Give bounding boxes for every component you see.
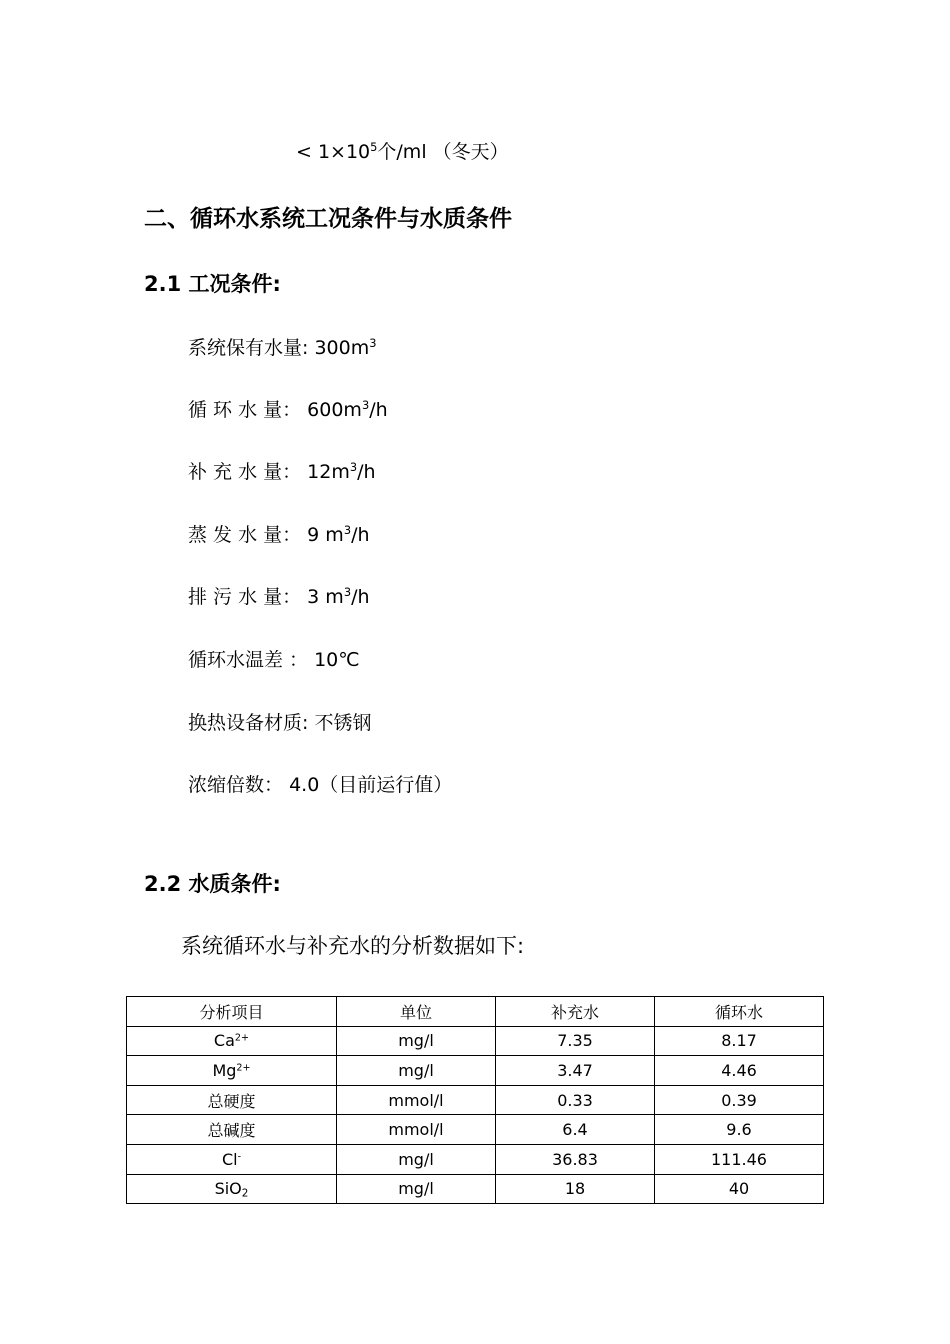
condition-evaporation-flow <box>188 520 370 547</box>
item-name: 总碱度 <box>207 1121 256 1141</box>
cell-item <box>127 1174 337 1204</box>
cell-item <box>127 1026 337 1056</box>
header-analysis-item: 分析项目 <box>127 997 337 1027</box>
cell-item <box>127 1085 337 1115</box>
condition-makeup-flow <box>188 457 376 484</box>
condition-unit: /h <box>357 461 376 483</box>
item-sup: 2+ <box>236 1062 251 1074</box>
cell-makeup: 6.4 <box>496 1115 655 1145</box>
cell-makeup: 3.47 <box>496 1056 655 1086</box>
header-unit: 单位 <box>337 997 496 1027</box>
condition-value: 不锈钢 <box>314 712 372 734</box>
section-title: 二、循环水系统工况条件与水质条件 <box>144 206 512 232</box>
cell-item <box>127 1115 337 1145</box>
condition-concentration-ratio <box>188 770 452 797</box>
header-circulating-water: 循环水 <box>655 997 824 1027</box>
condition-sup: 3 <box>343 585 352 600</box>
cell-unit: mmol/l <box>337 1085 496 1115</box>
table-row <box>127 1085 824 1115</box>
condition-unit: /h <box>351 524 370 546</box>
table-row <box>127 1056 824 1086</box>
cell-item <box>127 1056 337 1086</box>
condition-value: 10℃ <box>314 649 360 671</box>
cell-item <box>127 1144 337 1174</box>
condition-sup: 3 <box>361 398 370 413</box>
condition-unit: /h <box>351 586 370 608</box>
table-row <box>127 1026 824 1056</box>
cell-makeup: 18 <box>496 1174 655 1204</box>
condition-sup: 3 <box>349 460 358 475</box>
condition-value: 4.0（目前运行值） <box>289 774 453 796</box>
condition-label: 循 环 水 量： <box>188 399 302 421</box>
condition-label: 循环水温差 ： <box>188 649 309 671</box>
subsection-title-operating-conditions: 2.1 工况条件: <box>144 272 281 296</box>
condition-value: 9 m <box>307 524 344 546</box>
item-name: Ca <box>213 1031 235 1051</box>
cell-unit: mg/l <box>337 1174 496 1204</box>
table-row <box>127 1174 824 1204</box>
condition-label: 蒸 发 水 量： <box>188 524 302 546</box>
condition-label: 换热设备材质: <box>188 712 309 734</box>
item-name: Mg <box>212 1060 237 1080</box>
bacteria-count-line <box>296 137 509 164</box>
condition-value: 3 m <box>307 586 344 608</box>
condition-value: 300m <box>314 337 370 359</box>
table-header-row <box>127 997 824 1027</box>
cell-unit: mg/l <box>337 1056 496 1086</box>
cell-circulating: 8.17 <box>655 1026 824 1056</box>
condition-label: 系统保有水量: <box>188 337 309 359</box>
cell-circulating: 4.46 <box>655 1056 824 1086</box>
cell-unit: mg/l <box>337 1144 496 1174</box>
condition-label: 浓缩倍数： <box>188 774 284 796</box>
cell-unit: mmol/l <box>337 1115 496 1145</box>
condition-temperature-difference <box>188 645 360 672</box>
header-makeup-water: 补充水 <box>496 997 655 1027</box>
item-sup: 2+ <box>234 1032 250 1044</box>
bacteria-exponent: 5 <box>370 140 378 155</box>
cell-circulating: 0.39 <box>655 1085 824 1115</box>
condition-label: 补 充 水 量： <box>188 461 302 483</box>
water-analysis-table <box>126 996 824 1204</box>
bacteria-suffix: 个/ml （冬天） <box>377 141 509 163</box>
condition-label: 排 污 水 量： <box>188 586 302 608</box>
item-name: SiO <box>214 1179 242 1199</box>
condition-blowdown-flow <box>188 582 370 609</box>
condition-sup: 3 <box>369 336 377 351</box>
cell-makeup: 36.83 <box>496 1144 655 1174</box>
cell-circulating: 111.46 <box>655 1144 824 1174</box>
item-name: Cl <box>221 1149 238 1169</box>
cell-circulating: 9.6 <box>655 1115 824 1145</box>
condition-unit: /h <box>369 399 388 421</box>
item-name: 总硬度 <box>207 1091 256 1111</box>
item-sub: 2 <box>241 1187 249 1200</box>
condition-system-water-volume <box>188 333 376 360</box>
item-sup: - <box>237 1151 242 1163</box>
cell-circulating: 40 <box>655 1174 824 1204</box>
cell-makeup: 7.35 <box>496 1026 655 1056</box>
condition-value: 600m <box>307 399 362 421</box>
subsection-title-water-quality: 2.2 水质条件: <box>144 872 281 896</box>
table-row <box>127 1144 824 1174</box>
cell-makeup: 0.33 <box>496 1085 655 1115</box>
condition-sup: 3 <box>343 523 352 538</box>
analysis-intro-text: 系统循环水与补充水的分析数据如下: <box>181 934 525 958</box>
condition-value: 12m <box>307 461 350 483</box>
table-row <box>127 1115 824 1145</box>
condition-circulating-flow <box>188 395 388 422</box>
bacteria-prefix: < 1×10 <box>296 141 371 163</box>
condition-exchanger-material <box>188 708 371 735</box>
cell-unit: mg/l <box>337 1026 496 1056</box>
